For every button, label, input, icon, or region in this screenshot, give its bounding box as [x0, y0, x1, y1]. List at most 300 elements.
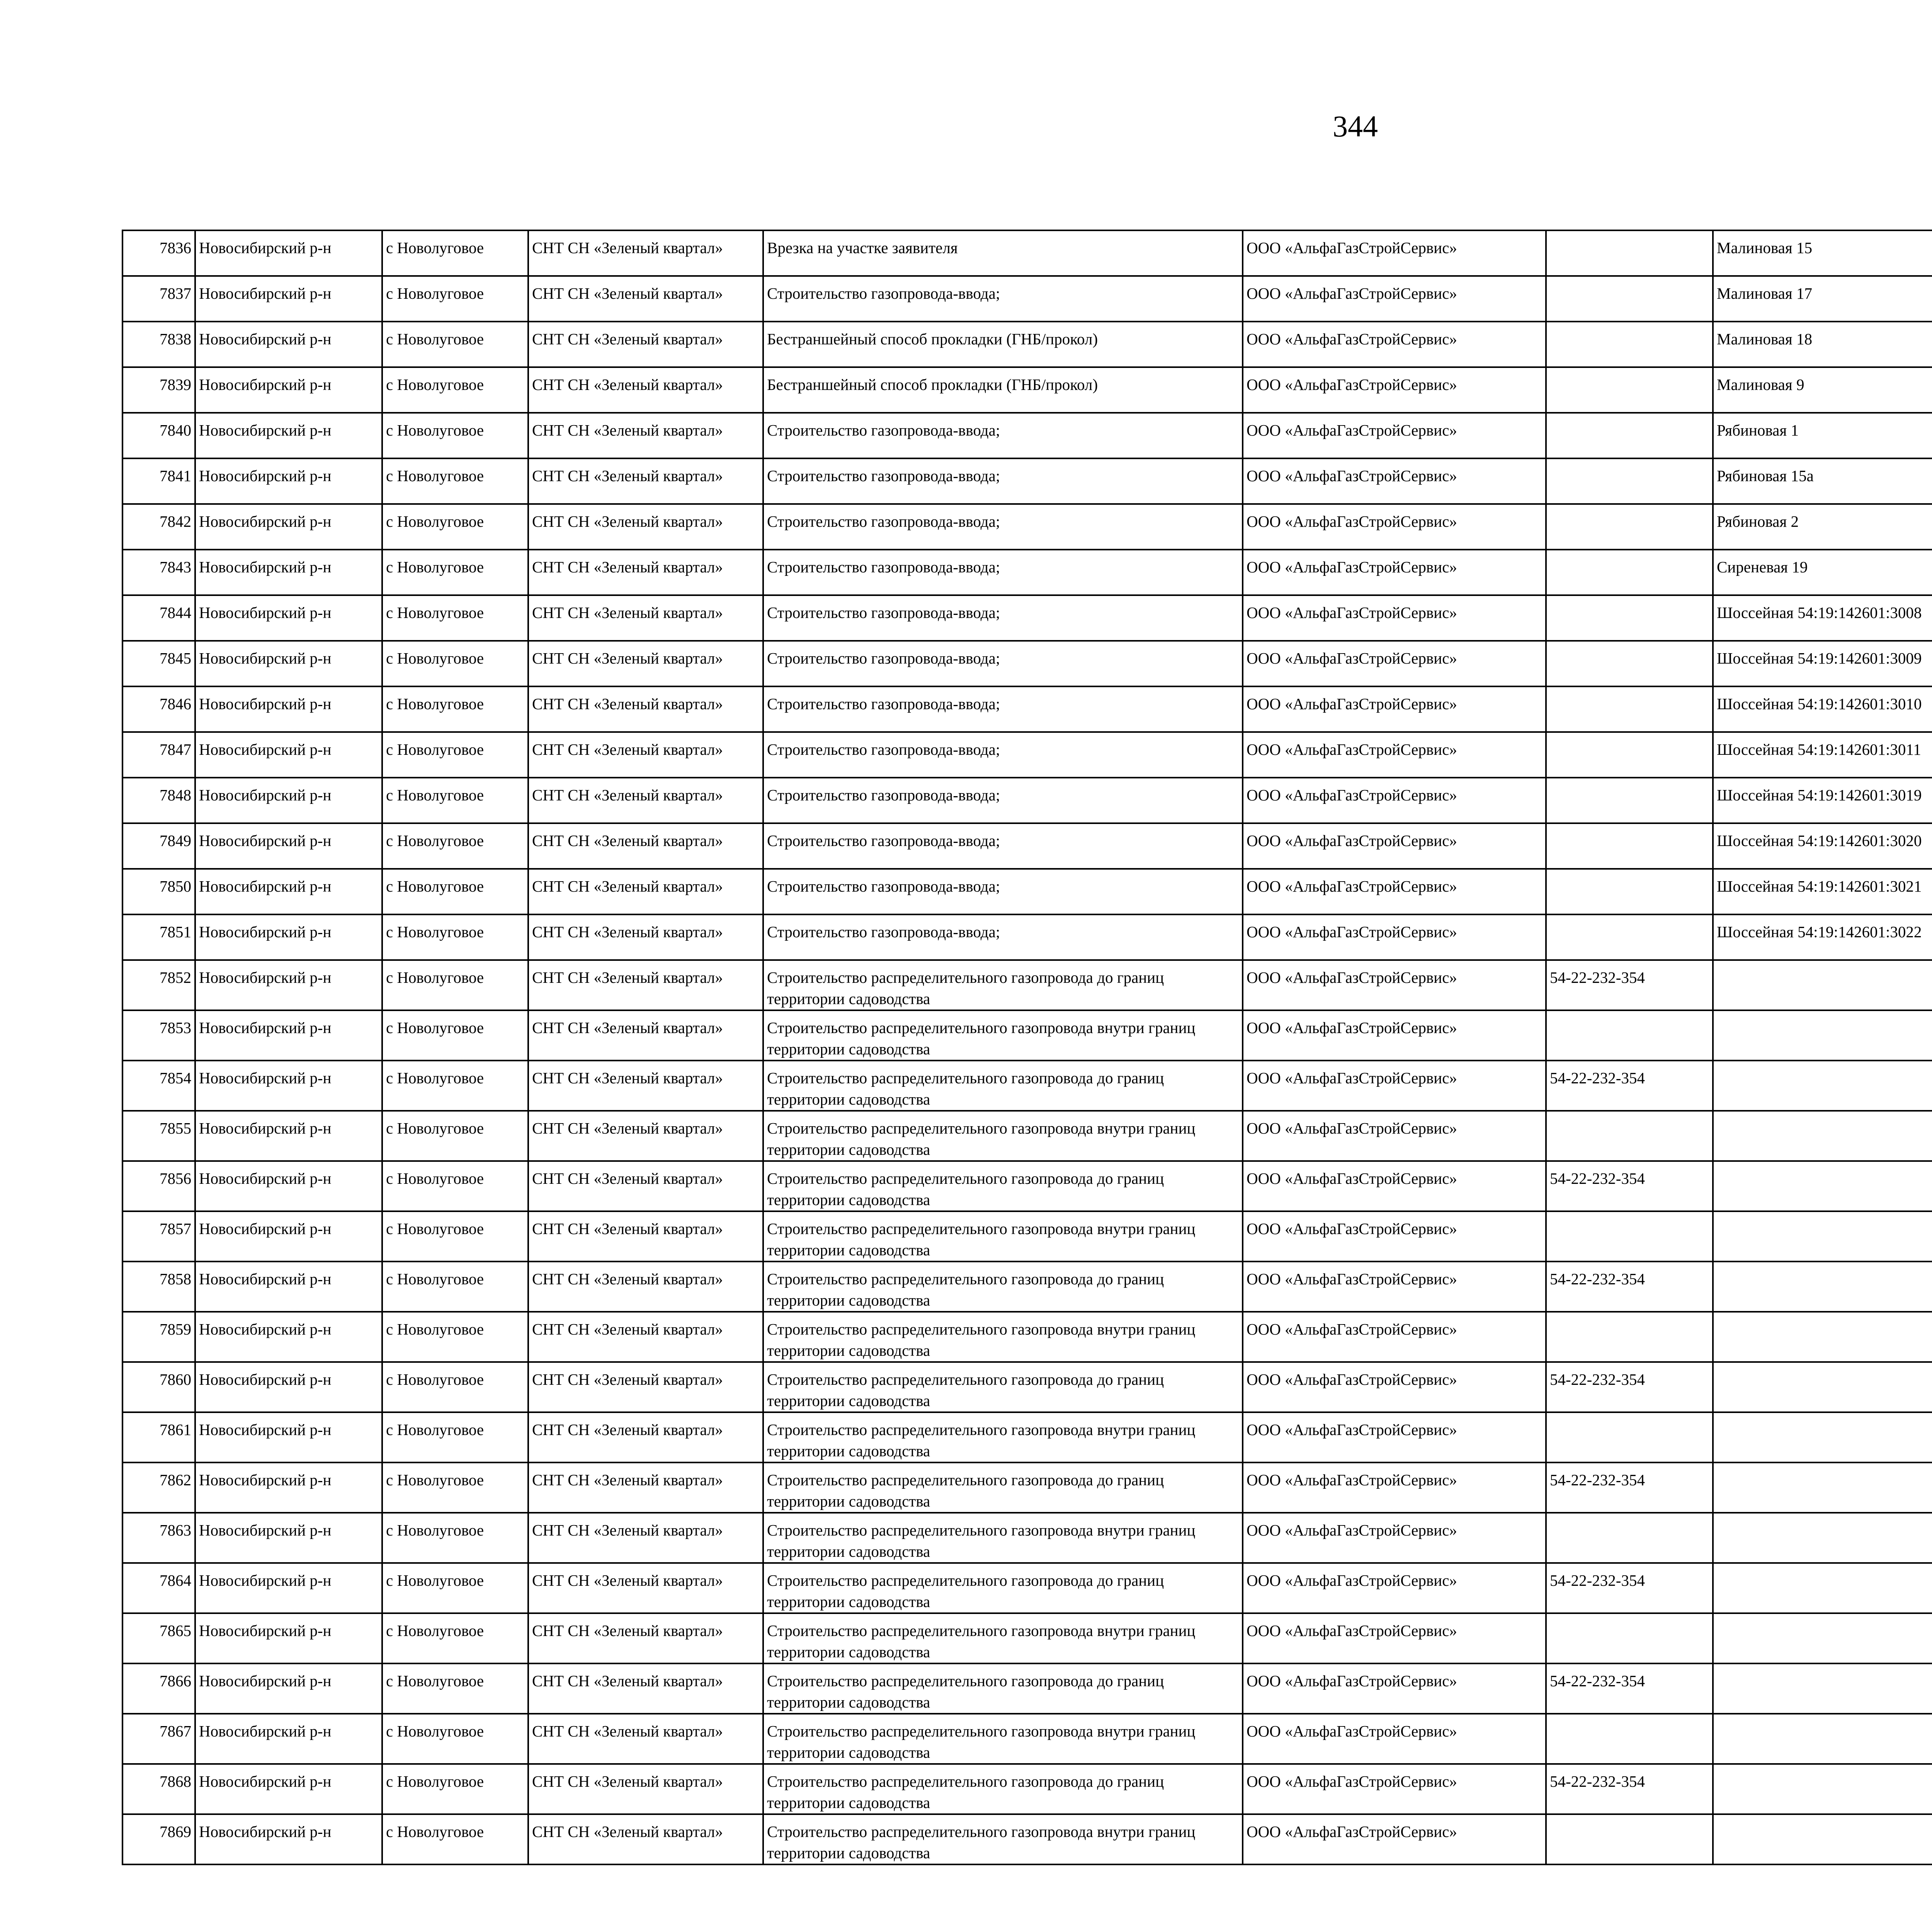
cell-district: Новосибирский р-н — [195, 1714, 382, 1764]
cell-snt: СНТ СН «Зеленый квартал» — [528, 1061, 763, 1111]
cell-organization: ООО «АльфаГазСтройСервис» — [1243, 1161, 1546, 1211]
cell-work-type: Строительство распределительного газопровода до границ территории садоводства — [763, 960, 1243, 1010]
cell-organization: ООО «АльфаГазСтройСервис» — [1243, 276, 1546, 322]
cell-organization: ООО «АльфаГазСтройСервис» — [1243, 686, 1546, 732]
cell-project-code — [1546, 1010, 1713, 1061]
cell-snt: СНТ СН «Зеленый квартал» — [528, 1814, 763, 1864]
table-row — [122, 960, 1932, 1010]
cell-settlement: с Новолуговое — [382, 504, 528, 550]
cell-snt: СНТ СН «Зеленый квартал» — [528, 1111, 763, 1161]
cell-project-code: 54-22-232-354 — [1546, 1563, 1713, 1613]
cell-settlement: с Новолуговое — [382, 367, 528, 413]
cell-address-a — [1713, 1362, 1932, 1412]
cell-settlement: с Новолуговое — [382, 322, 528, 367]
cell-snt: СНТ СН «Зеленый квартал» — [528, 1362, 763, 1412]
cell-project-code: 54-22-232-354 — [1546, 960, 1713, 1010]
cell-row-number: 7846 — [122, 686, 195, 732]
cell-settlement: с Новолуговое — [382, 1714, 528, 1764]
cell-settlement: с Новолуговое — [382, 1312, 528, 1362]
cell-address-a — [1713, 1262, 1932, 1312]
cell-settlement: с Новолуговое — [382, 1061, 528, 1111]
cell-row-number: 7847 — [122, 732, 195, 778]
cell-settlement: с Новолуговое — [382, 413, 528, 458]
cell-snt: СНТ СН «Зеленый квартал» — [528, 276, 763, 322]
cell-snt: СНТ СН «Зеленый квартал» — [528, 641, 763, 686]
cell-address-a — [1713, 1613, 1932, 1663]
cell-snt: СНТ СН «Зеленый квартал» — [528, 458, 763, 504]
cell-project-code — [1546, 1312, 1713, 1362]
cell-snt: СНТ СН «Зеленый квартал» — [528, 1663, 763, 1714]
cell-snt: СНТ СН «Зеленый квартал» — [528, 1513, 763, 1563]
cell-address-a — [1713, 1412, 1932, 1462]
cell-row-number: 7863 — [122, 1513, 195, 1563]
table-row — [122, 641, 1932, 686]
cell-district: Новосибирский р-н — [195, 960, 382, 1010]
table-row — [122, 413, 1932, 458]
table-row — [122, 732, 1932, 778]
cell-project-code — [1546, 1714, 1713, 1764]
cell-work-type: Врезка на участке заявителя — [763, 230, 1243, 276]
cell-district: Новосибирский р-н — [195, 550, 382, 595]
cell-snt: СНТ СН «Зеленый квартал» — [528, 914, 763, 960]
cell-address-a — [1713, 1814, 1932, 1864]
cell-organization: ООО «АльфаГазСтройСервис» — [1243, 1061, 1546, 1111]
cell-organization: ООО «АльфаГазСтройСервис» — [1243, 1262, 1546, 1312]
cell-organization: ООО «АльфаГазСтройСервис» — [1243, 732, 1546, 778]
cell-district: Новосибирский р-н — [195, 413, 382, 458]
cell-row-number: 7869 — [122, 1814, 195, 1864]
cell-work-type: Строительство распределительного газопровода внутри границ территории садоводства — [763, 1814, 1243, 1864]
cell-work-type: Строительство газопровода-ввода; — [763, 869, 1243, 914]
cell-row-number: 7842 — [122, 504, 195, 550]
cell-settlement: с Новолуговое — [382, 458, 528, 504]
cell-work-type: Строительство распределительного газопровода до границ территории садоводства — [763, 1262, 1243, 1312]
table-row — [122, 1714, 1932, 1764]
cell-project-code — [1546, 1814, 1713, 1864]
cell-organization: ООО «АльфаГазСтройСервис» — [1243, 1362, 1546, 1412]
cell-snt: СНТ СН «Зеленый квартал» — [528, 732, 763, 778]
cell-organization: ООО «АльфаГазСтройСервис» — [1243, 1312, 1546, 1362]
cell-settlement: с Новолуговое — [382, 1412, 528, 1462]
table-row — [122, 1111, 1932, 1161]
cell-address-a: Малиновая 9 — [1713, 367, 1932, 413]
cell-organization: ООО «АльфаГазСтройСервис» — [1243, 1211, 1546, 1262]
cell-settlement: с Новолуговое — [382, 1462, 528, 1513]
cell-settlement: с Новолуговое — [382, 550, 528, 595]
table-row — [122, 1563, 1932, 1613]
cell-work-type: Строительство распределительного газопровода до границ территории садоводства — [763, 1563, 1243, 1613]
cell-settlement: с Новолуговое — [382, 732, 528, 778]
cell-project-code: 54-22-232-354 — [1546, 1462, 1713, 1513]
cell-settlement: с Новолуговое — [382, 1613, 528, 1663]
cell-address-a: Малиновая 15 — [1713, 230, 1932, 276]
cell-row-number: 7860 — [122, 1362, 195, 1412]
cell-settlement: с Новолуговое — [382, 869, 528, 914]
cell-snt: СНТ СН «Зеленый квартал» — [528, 869, 763, 914]
table-row — [122, 1513, 1932, 1563]
cell-address-a — [1713, 1312, 1932, 1362]
cell-settlement: с Новолуговое — [382, 641, 528, 686]
cell-organization: ООО «АльфаГазСтройСервис» — [1243, 1814, 1546, 1864]
cell-project-code — [1546, 504, 1713, 550]
cell-address-a: Шоссейная 54:19:142601:3010 — [1713, 686, 1932, 732]
cell-address-a: Шоссейная 54:19:142601:3011 — [1713, 732, 1932, 778]
cell-row-number: 7855 — [122, 1111, 195, 1161]
cell-organization: ООО «АльфаГазСтройСервис» — [1243, 322, 1546, 367]
cell-row-number: 7857 — [122, 1211, 195, 1262]
cell-snt: СНТ СН «Зеленый квартал» — [528, 413, 763, 458]
cell-snt: СНТ СН «Зеленый квартал» — [528, 960, 763, 1010]
cell-work-type: Строительство распределительного газопровода внутри границ территории садоводства — [763, 1412, 1243, 1462]
cell-organization: ООО «АльфаГазСтройСервис» — [1243, 869, 1546, 914]
cell-district: Новосибирский р-н — [195, 367, 382, 413]
cell-snt: СНТ СН «Зеленый квартал» — [528, 1563, 763, 1613]
cell-organization: ООО «АльфаГазСтройСервис» — [1243, 1462, 1546, 1513]
cell-district: Новосибирский р-н — [195, 1663, 382, 1714]
cell-address-a: Шоссейная 54:19:142601:3022 — [1713, 914, 1932, 960]
cell-organization: ООО «АльфаГазСтройСервис» — [1243, 230, 1546, 276]
cell-district: Новосибирский р-н — [195, 686, 382, 732]
cell-work-type: Строительство распределительного газопровода до границ территории садоводства — [763, 1764, 1243, 1814]
cell-settlement: с Новолуговое — [382, 960, 528, 1010]
cell-settlement: с Новолуговое — [382, 276, 528, 322]
cell-project-code — [1546, 732, 1713, 778]
cell-district: Новосибирский р-н — [195, 778, 382, 823]
cell-settlement: с Новолуговое — [382, 1010, 528, 1061]
cell-address-a: Рябиновая 2 — [1713, 504, 1932, 550]
cell-snt: СНТ СН «Зеленый квартал» — [528, 778, 763, 823]
cell-snt: СНТ СН «Зеленый квартал» — [528, 1462, 763, 1513]
cell-work-type: Строительство газопровода-ввода; — [763, 595, 1243, 641]
cell-project-code — [1546, 322, 1713, 367]
cell-settlement: с Новолуговое — [382, 914, 528, 960]
cell-address-a — [1713, 1764, 1932, 1814]
cell-row-number: 7866 — [122, 1663, 195, 1714]
cell-district: Новосибирский р-н — [195, 1462, 382, 1513]
cell-district: Новосибирский р-н — [195, 1814, 382, 1864]
cell-work-type: Строительство распределительного газопровода до границ территории садоводства — [763, 1462, 1243, 1513]
cell-project-code — [1546, 686, 1713, 732]
table-row — [122, 1211, 1932, 1262]
cell-snt: СНТ СН «Зеленый квартал» — [528, 595, 763, 641]
cell-snt: СНТ СН «Зеленый квартал» — [528, 823, 763, 869]
cell-row-number: 7858 — [122, 1262, 195, 1312]
cell-row-number: 7852 — [122, 960, 195, 1010]
cell-snt: СНТ СН «Зеленый квартал» — [528, 230, 763, 276]
cell-row-number: 7865 — [122, 1613, 195, 1663]
cell-organization: ООО «АльфаГазСтройСервис» — [1243, 1412, 1546, 1462]
cell-project-code — [1546, 869, 1713, 914]
cell-work-type: Строительство распределительного газопровода внутри границ территории садоводства — [763, 1613, 1243, 1663]
table-row — [122, 550, 1932, 595]
cell-project-code — [1546, 230, 1713, 276]
cell-row-number: 7849 — [122, 823, 195, 869]
data-table — [122, 230, 1932, 1865]
cell-address-a: Малиновая 18 — [1713, 322, 1932, 367]
cell-district: Новосибирский р-н — [195, 1262, 382, 1312]
cell-project-code: 54-22-232-354 — [1546, 1262, 1713, 1312]
cell-settlement: с Новолуговое — [382, 1362, 528, 1412]
cell-address-a — [1713, 1513, 1932, 1563]
cell-row-number: 7850 — [122, 869, 195, 914]
cell-address-a — [1713, 1663, 1932, 1714]
cell-settlement: с Новолуговое — [382, 1814, 528, 1864]
cell-organization: ООО «АльфаГазСтройСервис» — [1243, 595, 1546, 641]
cell-row-number: 7864 — [122, 1563, 195, 1613]
cell-district: Новосибирский р-н — [195, 322, 382, 367]
cell-district: Новосибирский р-н — [195, 1362, 382, 1412]
cell-address-a: Рябиновая 15а — [1713, 458, 1932, 504]
cell-organization: ООО «АльфаГазСтройСервис» — [1243, 960, 1546, 1010]
cell-snt: СНТ СН «Зеленый квартал» — [528, 1161, 763, 1211]
table-row — [122, 869, 1932, 914]
table-row — [122, 504, 1932, 550]
cell-snt: СНТ СН «Зеленый квартал» — [528, 1262, 763, 1312]
cell-work-type: Строительство газопровода-ввода; — [763, 778, 1243, 823]
table-body — [122, 230, 1932, 1864]
cell-work-type: Строительство газопровода-ввода; — [763, 276, 1243, 322]
cell-project-code — [1546, 1111, 1713, 1161]
cell-district: Новосибирский р-н — [195, 1010, 382, 1061]
cell-row-number: 7848 — [122, 778, 195, 823]
cell-address-a: Малиновая 17 — [1713, 276, 1932, 322]
cell-settlement: с Новолуговое — [382, 1161, 528, 1211]
cell-district: Новосибирский р-н — [195, 1061, 382, 1111]
cell-organization: ООО «АльфаГазСтройСервис» — [1243, 1663, 1546, 1714]
cell-address-a — [1713, 1563, 1932, 1613]
cell-organization: ООО «АльфаГазСтройСервис» — [1243, 1764, 1546, 1814]
cell-work-type: Строительство газопровода-ввода; — [763, 458, 1243, 504]
table-row — [122, 686, 1932, 732]
table-row — [122, 1814, 1932, 1864]
cell-work-type: Строительство распределительного газопровода внутри границ территории садоводства — [763, 1714, 1243, 1764]
cell-settlement: с Новолуговое — [382, 1111, 528, 1161]
cell-row-number: 7867 — [122, 1714, 195, 1764]
cell-snt: СНТ СН «Зеленый квартал» — [528, 1714, 763, 1764]
cell-district: Новосибирский р-н — [195, 230, 382, 276]
cell-project-code — [1546, 914, 1713, 960]
cell-address-a — [1713, 1714, 1932, 1764]
cell-district: Новосибирский р-н — [195, 1764, 382, 1814]
cell-project-code — [1546, 413, 1713, 458]
cell-address-a: Шоссейная 54:19:142601:3008 — [1713, 595, 1932, 641]
table-row — [122, 230, 1932, 276]
cell-organization: ООО «АльфаГазСтройСервис» — [1243, 367, 1546, 413]
table-row — [122, 1161, 1932, 1211]
table-row — [122, 595, 1932, 641]
cell-work-type: Бестраншейный способ прокладки (ГНБ/прокол) — [763, 367, 1243, 413]
cell-work-type: Строительство газопровода-ввода; — [763, 550, 1243, 595]
cell-address-a — [1713, 1061, 1932, 1111]
cell-address-a: Шоссейная 54:19:142601:3020 — [1713, 823, 1932, 869]
cell-project-code — [1546, 595, 1713, 641]
cell-work-type: Строительство распределительного газопровода внутри границ территории садоводства — [763, 1010, 1243, 1061]
cell-snt: СНТ СН «Зеленый квартал» — [528, 550, 763, 595]
cell-organization: ООО «АльфаГазСтройСервис» — [1243, 1563, 1546, 1613]
cell-settlement: с Новолуговое — [382, 230, 528, 276]
cell-snt: СНТ СН «Зеленый квартал» — [528, 504, 763, 550]
cell-district: Новосибирский р-н — [195, 595, 382, 641]
cell-project-code — [1546, 1412, 1713, 1462]
cell-project-code: 54-22-232-354 — [1546, 1161, 1713, 1211]
cell-district: Новосибирский р-н — [195, 1513, 382, 1563]
cell-address-a: Шоссейная 54:19:142601:3019 — [1713, 778, 1932, 823]
cell-organization: ООО «АльфаГазСтройСервис» — [1243, 641, 1546, 686]
cell-organization: ООО «АльфаГазСтройСервис» — [1243, 778, 1546, 823]
cell-row-number: 7844 — [122, 595, 195, 641]
cell-project-code — [1546, 276, 1713, 322]
table-row — [122, 778, 1932, 823]
cell-district: Новосибирский р-н — [195, 276, 382, 322]
cell-settlement: с Новолуговое — [382, 1211, 528, 1262]
cell-settlement: с Новолуговое — [382, 686, 528, 732]
table-row — [122, 823, 1932, 869]
cell-snt: СНТ СН «Зеленый квартал» — [528, 1613, 763, 1663]
cell-work-type: Строительство газопровода-ввода; — [763, 686, 1243, 732]
table-row — [122, 276, 1932, 322]
cell-organization: ООО «АльфаГазСтройСервис» — [1243, 504, 1546, 550]
cell-work-type: Строительство распределительного газопровода внутри границ территории садоводства — [763, 1211, 1243, 1262]
cell-district: Новосибирский р-н — [195, 1563, 382, 1613]
cell-district: Новосибирский р-н — [195, 914, 382, 960]
cell-project-code — [1546, 367, 1713, 413]
cell-work-type: Строительство распределительного газопровода до границ территории садоводства — [763, 1161, 1243, 1211]
cell-snt: СНТ СН «Зеленый квартал» — [528, 1312, 763, 1362]
cell-work-type: Строительство распределительного газопровода до границ территории садоводства — [763, 1061, 1243, 1111]
cell-district: Новосибирский р-н — [195, 1111, 382, 1161]
cell-address-a — [1713, 1211, 1932, 1262]
cell-district: Новосибирский р-н — [195, 823, 382, 869]
cell-project-code: 54-22-232-354 — [1546, 1061, 1713, 1111]
cell-row-number: 7862 — [122, 1462, 195, 1513]
table-row — [122, 914, 1932, 960]
table-row — [122, 1462, 1932, 1513]
cell-work-type: Строительство газопровода-ввода; — [763, 914, 1243, 960]
page-number: 344 — [1333, 109, 1378, 143]
cell-organization: ООО «АльфаГазСтройСервис» — [1243, 914, 1546, 960]
cell-row-number: 7843 — [122, 550, 195, 595]
cell-project-code: 54-22-232-354 — [1546, 1362, 1713, 1412]
cell-row-number: 7851 — [122, 914, 195, 960]
cell-district: Новосибирский р-н — [195, 1613, 382, 1663]
cell-work-type: Строительство газопровода-ввода; — [763, 504, 1243, 550]
cell-district: Новосибирский р-н — [195, 1211, 382, 1262]
cell-district: Новосибирский р-н — [195, 504, 382, 550]
cell-work-type: Строительство газопровода-ввода; — [763, 732, 1243, 778]
cell-snt: СНТ СН «Зеленый квартал» — [528, 1010, 763, 1061]
cell-organization: ООО «АльфаГазСтройСервис» — [1243, 1714, 1546, 1764]
table-row — [122, 1262, 1932, 1312]
cell-project-code — [1546, 1513, 1713, 1563]
cell-snt: СНТ СН «Зеленый квартал» — [528, 1764, 763, 1814]
cell-address-a — [1713, 1010, 1932, 1061]
cell-district: Новосибирский р-н — [195, 1312, 382, 1362]
cell-address-a: Сиреневая 19 — [1713, 550, 1932, 595]
cell-project-code — [1546, 1211, 1713, 1262]
table-row — [122, 1613, 1932, 1663]
cell-settlement: с Новолуговое — [382, 1513, 528, 1563]
cell-address-a — [1713, 1111, 1932, 1161]
cell-address-a — [1713, 1161, 1932, 1211]
cell-snt: СНТ СН «Зеленый квартал» — [528, 367, 763, 413]
cell-row-number: 7841 — [122, 458, 195, 504]
cell-district: Новосибирский р-н — [195, 641, 382, 686]
cell-district: Новосибирский р-н — [195, 732, 382, 778]
cell-snt: СНТ СН «Зеленый квартал» — [528, 1412, 763, 1462]
cell-settlement: с Новолуговое — [382, 778, 528, 823]
table-row — [122, 367, 1932, 413]
cell-work-type: Строительство распределительного газопровода внутри границ территории садоводства — [763, 1111, 1243, 1161]
cell-address-a: Шоссейная 54:19:142601:3021 — [1713, 869, 1932, 914]
cell-project-code — [1546, 1613, 1713, 1663]
cell-settlement: с Новолуговое — [382, 1563, 528, 1613]
table-row — [122, 1764, 1932, 1814]
cell-settlement: с Новолуговое — [382, 595, 528, 641]
cell-address-a — [1713, 960, 1932, 1010]
cell-snt: СНТ СН «Зеленый квартал» — [528, 322, 763, 367]
cell-work-type: Строительство газопровода-ввода; — [763, 413, 1243, 458]
table-row — [122, 1312, 1932, 1362]
cell-organization: ООО «АльфаГазСтройСервис» — [1243, 1613, 1546, 1663]
cell-district: Новосибирский р-н — [195, 1161, 382, 1211]
table-row — [122, 1010, 1932, 1061]
cell-address-a — [1713, 1462, 1932, 1513]
cell-organization: ООО «АльфаГазСтройСервис» — [1243, 1513, 1546, 1563]
cell-project-code — [1546, 641, 1713, 686]
cell-row-number: 7840 — [122, 413, 195, 458]
cell-project-code — [1546, 458, 1713, 504]
cell-work-type: Строительство газопровода-ввода; — [763, 823, 1243, 869]
cell-project-code — [1546, 823, 1713, 869]
cell-settlement: с Новолуговое — [382, 1764, 528, 1814]
cell-work-type: Строительство распределительного газопровода до границ территории садоводства — [763, 1663, 1243, 1714]
cell-address-a: Шоссейная 54:19:142601:3009 — [1713, 641, 1932, 686]
cell-project-code — [1546, 550, 1713, 595]
cell-row-number: 7839 — [122, 367, 195, 413]
cell-settlement: с Новолуговое — [382, 1262, 528, 1312]
cell-organization: ООО «АльфаГазСтройСервис» — [1243, 550, 1546, 595]
table-row — [122, 1061, 1932, 1111]
cell-organization: ООО «АльфаГазСтройСервис» — [1243, 1010, 1546, 1061]
cell-organization: ООО «АльфаГазСтройСервис» — [1243, 1111, 1546, 1161]
cell-row-number: 7859 — [122, 1312, 195, 1362]
cell-row-number: 7836 — [122, 230, 195, 276]
cell-organization: ООО «АльфаГазСтройСервис» — [1243, 458, 1546, 504]
cell-work-type: Строительство распределительного газопровода внутри границ территории садоводства — [763, 1513, 1243, 1563]
cell-organization: ООО «АльфаГазСтройСервис» — [1243, 823, 1546, 869]
cell-snt: СНТ СН «Зеленый квартал» — [528, 686, 763, 732]
cell-work-type: Строительство газопровода-ввода; — [763, 641, 1243, 686]
cell-district: Новосибирский р-н — [195, 869, 382, 914]
cell-address-a: Рябиновая 1 — [1713, 413, 1932, 458]
table-row — [122, 458, 1932, 504]
cell-row-number: 7861 — [122, 1412, 195, 1462]
table-row — [122, 1663, 1932, 1714]
cell-settlement: с Новолуговое — [382, 823, 528, 869]
cell-organization: ООО «АльфаГазСтройСервис» — [1243, 413, 1546, 458]
table-row — [122, 1362, 1932, 1412]
cell-work-type: Строительство распределительного газопровода внутри границ территории садоводства — [763, 1312, 1243, 1362]
cell-project-code — [1546, 778, 1713, 823]
cell-row-number: 7837 — [122, 276, 195, 322]
cell-row-number: 7845 — [122, 641, 195, 686]
cell-settlement: с Новолуговое — [382, 1663, 528, 1714]
table-row — [122, 322, 1932, 367]
cell-project-code: 54-22-232-354 — [1546, 1764, 1713, 1814]
cell-row-number: 7838 — [122, 322, 195, 367]
cell-district: Новосибирский р-н — [195, 1412, 382, 1462]
cell-row-number: 7853 — [122, 1010, 195, 1061]
